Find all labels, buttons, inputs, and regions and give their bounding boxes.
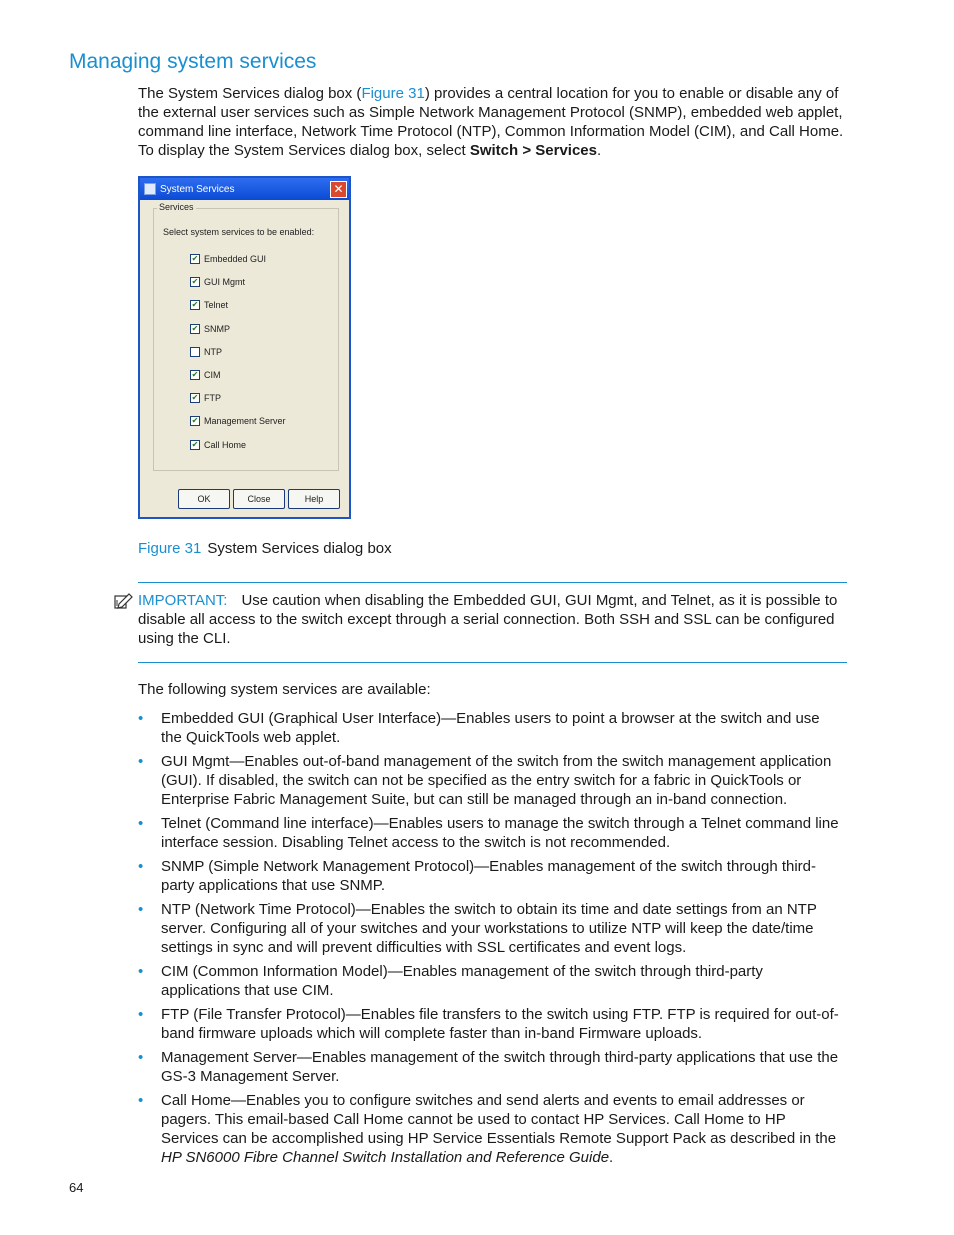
service-checkbox-row (190, 347, 222, 357)
list-item (138, 1048, 844, 1086)
checked-checkbox-icon: ✔ (191, 370, 199, 379)
intro-text-1: The System Services dialog box ( (138, 85, 362, 102)
services-lead: The following system services are available: (138, 681, 431, 698)
checked-checkbox-icon: ✔ (191, 300, 199, 310)
checked-checkbox-icon: ✔ (191, 393, 199, 403)
page-number: 64 (69, 1180, 84, 1195)
checked-checkbox-icon: ✔ (191, 277, 199, 287)
service-checkbox-row (190, 370, 221, 380)
service-checkbox-row (190, 277, 245, 287)
close-icon: ✕ (330, 181, 347, 198)
window-icon (144, 183, 156, 195)
bullet-icon: • (138, 1006, 144, 1023)
checked-checkbox-icon: ✔ (191, 416, 199, 426)
dialog-title: System Services (160, 183, 235, 195)
checked-checkbox-icon: ✔ (191, 323, 199, 333)
list-item (138, 814, 844, 852)
important-label: IMPORTANT: (138, 592, 228, 609)
note-rule-bottom (138, 662, 847, 663)
ok-button: OK (178, 489, 230, 509)
service-label: CIM (204, 370, 221, 380)
service-label: SNMP (204, 323, 231, 334)
service-label: GUI Mgmt (204, 277, 246, 288)
guide-title: HP SN6000 Fibre Channel Switch Installation and Reference Guide (161, 1149, 610, 1166)
dialog-titlebar (140, 178, 349, 200)
bullet-icon: • (138, 963, 144, 980)
figure-link[interactable]: Figure 31 (361, 85, 425, 102)
service-label: Telnet (204, 300, 229, 311)
intro-paragraph (138, 84, 844, 160)
service-checkbox-row (190, 254, 266, 264)
figure-caption-text: System Services dialog box (207, 540, 392, 557)
list-item-text: FTP (File Transfer Protocol)—Enables file transfers to the switch using FTP. FTP is required for out-of-band firmware uploads which will complete faster than in-band Firmware uploads. (161, 1006, 839, 1042)
help-button: Help (288, 489, 340, 509)
menu-path: Switch > Services (469, 142, 597, 159)
services-group (153, 202, 339, 471)
list-item-text: Telnet (Command line interface)—Enables users to manage the switch through a Telnet command line interface session. Disabling Telnet access to the switch is not recommended. (161, 815, 839, 851)
figure-label: Figure 31 (138, 540, 202, 557)
services-list (138, 709, 844, 1172)
list-item (138, 857, 844, 895)
important-text: Use caution when disabling the Embedded GUI, GUI Mgmt, and Telnet, as it is possible to disable all access to the switch except through a serial connection. Both SSH and SSL can be configured using the CLI. (138, 592, 838, 647)
unchecked-checkbox-icon (190, 347, 200, 357)
checked-checkbox-icon: ✔ (191, 439, 199, 449)
bullet-icon: • (138, 1049, 144, 1066)
service-checkbox-row (190, 324, 230, 334)
checked-checkbox-icon: ✔ (191, 254, 199, 263)
list-item (138, 962, 844, 1000)
bullet-icon: • (138, 1092, 144, 1109)
intro-text-3: . (596, 142, 602, 159)
bullet-icon: • (138, 710, 144, 727)
service-checkbox-row (190, 416, 286, 426)
list-item-text: Embedded GUI (Graphical User Interface)—Enables users to point a browser at the switch and use the QuickTools web applet. (161, 710, 820, 746)
bullet-icon: • (138, 858, 144, 875)
list-item-text: SNMP (Simple Network Management Protocol)—Enables management of the switch through third-party applications that use SNMP. (161, 858, 817, 894)
services-prompt: Select system services to be enabled: (163, 227, 315, 237)
intro-text-2: ) provides a central location for you to enable or disable any of the external user services such as Simple Network Management Protocol (SNMP), embedded web applet, command line interface, Network Time Protocol (NTP), Common Information Model (CIM), and Call Home. To display the System Services dialog box, select (138, 85, 844, 159)
list-item (138, 709, 844, 747)
call-home-text: Call Home—Enables you to configure switches and send alerts and events to email addresses or pagers. This email-based Call Home cannot be used to contact HP Services. Call Home to HP Services can be accomplished using HP Service Essentials Remote Support Pack as described in the (161, 1092, 837, 1147)
list-item (138, 1091, 844, 1167)
service-label: Management Server (204, 416, 286, 427)
system-services-dialog-image (138, 176, 351, 519)
bullet-icon: • (138, 901, 144, 918)
section-heading: Managing system services (69, 50, 317, 73)
list-item (138, 1005, 844, 1043)
list-item-text: NTP (Network Time Protocol)—Enables the switch to obtain its time and date settings from an NTP server. Configuring all of your switches and your workstations to utilize NTP will keep the date/time settings in sync and will prevent difficulties with SSL certificates and event logs. (161, 901, 817, 956)
note-rule-top (138, 582, 847, 583)
list-item-text: Management Server—Enables management of the switch through third-party applications that use the GS-3 Management Server. (161, 1049, 839, 1085)
service-checkbox-row (190, 393, 221, 403)
list-item (138, 900, 844, 957)
service-label: Call Home (204, 439, 247, 450)
list-item-text: CIM (Common Information Model)—Enables management of the switch through third-party applications that use CIM. (161, 963, 763, 999)
important-note-icon (114, 592, 134, 610)
service-label: FTP (204, 393, 221, 404)
close-button: Close (233, 489, 285, 509)
important-note (138, 591, 847, 648)
service-checkbox-row (190, 440, 246, 450)
figure-caption (138, 540, 392, 557)
services-group-title: Services (159, 202, 194, 212)
bullet-icon: • (138, 753, 144, 770)
service-label: NTP (204, 346, 222, 357)
list-item-text: GUI Mgmt—Enables out-of-band management of the switch from the switch management application (GUI). If disabled, the switch can not be specified as the entry switch for a fabric in QuickTools or Enterprise Fabric Management Suite, but can still be managed through an in-band connection. (161, 753, 832, 808)
call-home-end: . (609, 1149, 614, 1166)
service-checkbox-row (190, 300, 228, 310)
bullet-icon: • (138, 815, 144, 832)
service-label: Embedded GUI (204, 254, 267, 264)
list-item (138, 752, 844, 809)
